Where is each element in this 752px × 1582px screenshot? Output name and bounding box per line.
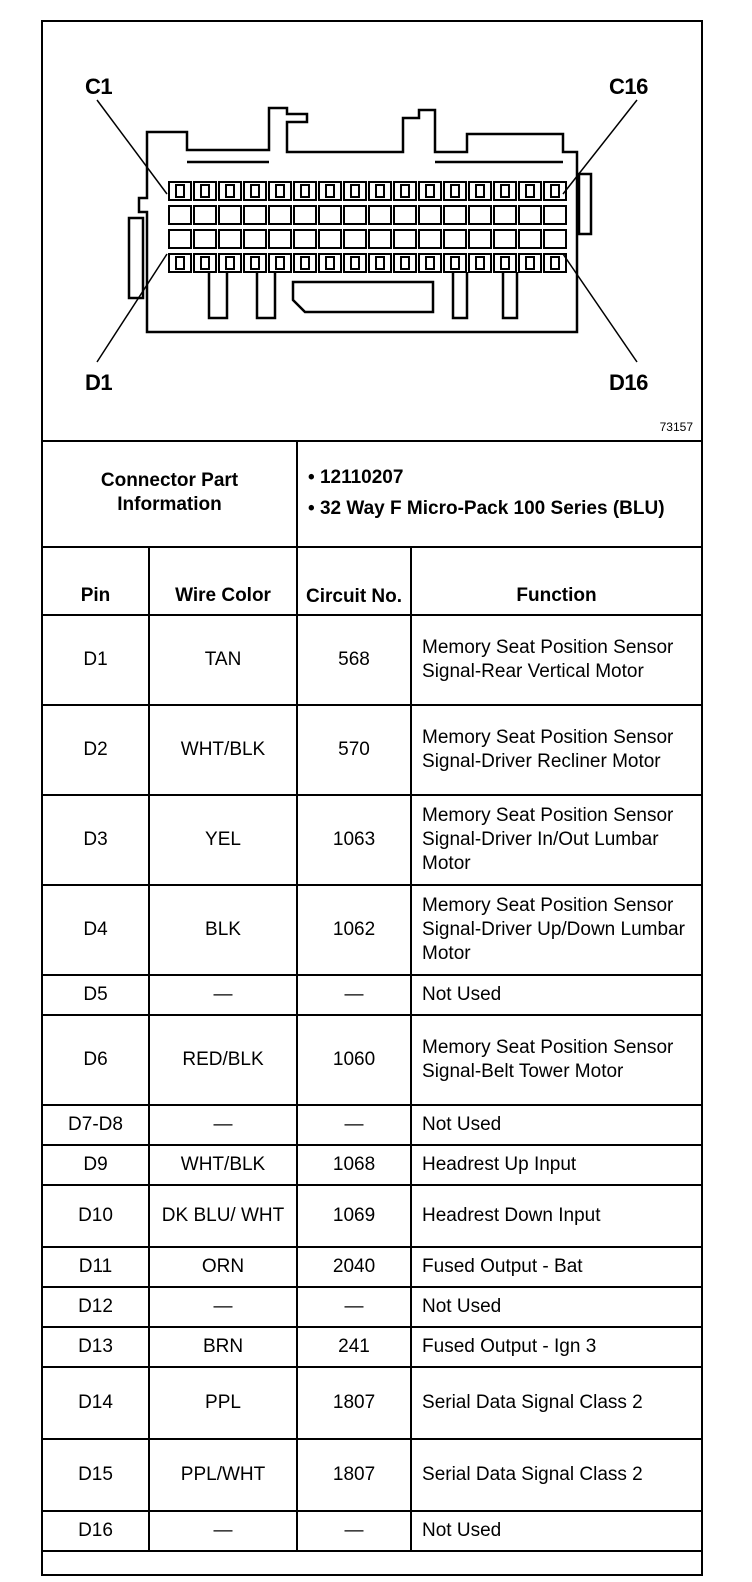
pin-cavity <box>419 206 441 224</box>
circuit-cell: 1063 <box>297 795 411 885</box>
pin-cavity <box>444 230 466 248</box>
pin-cavity <box>494 206 516 224</box>
pin-cell: D6 <box>43 1015 149 1105</box>
function-cell: Headrest Down Input <box>411 1185 701 1247</box>
function-cell: Memory Seat Position Sensor Signal-Driver In/Out Lumbar Motor <box>411 795 701 885</box>
pin-cavity <box>419 230 441 248</box>
pin-cell: D12 <box>43 1287 149 1327</box>
table-row <box>43 615 701 705</box>
function-cell: Fused Output - Ign 3 <box>411 1327 701 1367</box>
pin-terminal <box>551 185 559 197</box>
pin-terminal <box>401 257 409 269</box>
function-cell: Not Used <box>411 1287 701 1327</box>
circuit-cell: 241 <box>297 1327 411 1367</box>
pin-terminal <box>251 185 259 197</box>
circuit-cell: — <box>297 1511 411 1551</box>
pin-terminal <box>201 257 209 269</box>
pin-terminal <box>251 257 259 269</box>
circuit-cell: 1062 <box>297 885 411 975</box>
pin-cell: D2 <box>43 705 149 795</box>
pin-terminal <box>526 257 534 269</box>
wire-color-cell: — <box>149 1287 297 1327</box>
pin-terminal <box>501 257 509 269</box>
function-cell: Memory Seat Position Sensor Signal-Rear Vertical Motor <box>411 615 701 705</box>
pin-cell: D7-D8 <box>43 1105 149 1145</box>
pin-terminal <box>376 185 384 197</box>
label-d1: D1 <box>85 370 113 395</box>
table-row <box>43 1367 701 1439</box>
part-number: 12110207 <box>319 467 404 488</box>
connector-info-list <box>297 440 701 547</box>
connector-info-row <box>43 440 701 547</box>
connector-face-drawing <box>43 22 701 440</box>
connector-info-item-part-number: • 12110207 <box>308 467 404 488</box>
pin-cell: D9 <box>43 1145 149 1185</box>
function-cell: Serial Data Signal Class 2 <box>411 1439 701 1511</box>
wire-color-cell: — <box>149 1511 297 1551</box>
header-circuit-no: Circuit No. <box>297 547 411 615</box>
pin-cell: D10 <box>43 1185 149 1247</box>
pin-terminal <box>501 185 509 197</box>
pin-cell: D16 <box>43 1511 149 1551</box>
pin-terminal <box>226 257 234 269</box>
pin-cavity <box>469 206 491 224</box>
pin-cavity <box>169 206 191 224</box>
circuit-cell: 1069 <box>297 1185 411 1247</box>
table-row <box>43 1145 701 1185</box>
label-d16: D16 <box>609 370 648 395</box>
wire-color-cell: RED/BLK <box>149 1015 297 1105</box>
pin-terminal <box>451 185 459 197</box>
pin-cavity <box>394 230 416 248</box>
table-row <box>43 1287 701 1327</box>
wire-color-cell: YEL <box>149 795 297 885</box>
circuit-cell: — <box>297 1105 411 1145</box>
table-row <box>43 795 701 885</box>
wire-color-cell: BRN <box>149 1327 297 1367</box>
pin-cavity <box>294 230 316 248</box>
connector-sheet <box>41 20 703 1576</box>
pin-terminal <box>276 185 284 197</box>
connector-info-title: Connector Part Information <box>43 440 297 547</box>
pin-cell: D3 <box>43 795 149 885</box>
table-row <box>43 1327 701 1367</box>
pin-cavity <box>219 206 241 224</box>
pin-cavity <box>169 230 191 248</box>
circuit-cell: — <box>297 1287 411 1327</box>
pin-cell: D4 <box>43 885 149 975</box>
table-row <box>43 1247 701 1287</box>
connector-diagram <box>43 22 701 442</box>
pin-terminal <box>326 185 334 197</box>
table-row <box>43 1105 701 1145</box>
pin-terminal <box>476 185 484 197</box>
table-header-row <box>43 547 701 615</box>
circuit-cell: 1807 <box>297 1439 411 1511</box>
pin-cavity <box>319 230 341 248</box>
pin-cell: D15 <box>43 1439 149 1511</box>
pin-cavity <box>544 230 566 248</box>
table-row <box>43 705 701 795</box>
pin-terminal <box>326 257 334 269</box>
circuit-cell: 1060 <box>297 1015 411 1105</box>
header-function: Function <box>411 547 701 615</box>
pin-cavity <box>269 230 291 248</box>
pin-terminal <box>351 185 359 197</box>
pin-cavity <box>319 206 341 224</box>
function-cell: Memory Seat Position Sensor Signal-Driver Recliner Motor <box>411 705 701 795</box>
pin-cavity <box>294 206 316 224</box>
circuit-cell: 2040 <box>297 1247 411 1287</box>
wire-color-cell: WHT/BLK <box>149 1145 297 1185</box>
pin-terminal <box>426 257 434 269</box>
function-cell: Fused Output - Bat <box>411 1247 701 1287</box>
table-row <box>43 1185 701 1247</box>
circuit-cell: 1068 <box>297 1145 411 1185</box>
wire-color-cell: PPL <box>149 1367 297 1439</box>
pin-terminal <box>351 257 359 269</box>
table-row <box>43 1511 701 1551</box>
pin-cell: D14 <box>43 1367 149 1439</box>
function-cell: Serial Data Signal Class 2 <box>411 1367 701 1439</box>
header-pin: Pin <box>43 547 149 615</box>
table-row <box>43 975 701 1015</box>
table-row <box>43 885 701 975</box>
wire-color-cell: PPL/WHT <box>149 1439 297 1511</box>
pin-cavity <box>244 230 266 248</box>
pinout-table <box>43 440 701 1552</box>
pin-terminal <box>276 257 284 269</box>
table-row <box>43 1439 701 1511</box>
wire-color-cell: — <box>149 975 297 1015</box>
pin-cavity <box>444 206 466 224</box>
circuit-cell: 568 <box>297 615 411 705</box>
pin-terminal <box>176 185 184 197</box>
pin-terminal <box>551 257 559 269</box>
pin-terminal <box>201 185 209 197</box>
pin-terminal <box>301 257 309 269</box>
pin-terminal <box>376 257 384 269</box>
pin-terminal <box>426 185 434 197</box>
label-c1: C1 <box>85 74 113 99</box>
wire-color-cell: DK BLU/ WHT <box>149 1185 297 1247</box>
pin-terminal <box>526 185 534 197</box>
pin-cavity <box>344 230 366 248</box>
pin-terminal <box>176 257 184 269</box>
pin-cavity <box>494 230 516 248</box>
pin-terminal <box>301 185 309 197</box>
header-wire-color: Wire Color <box>149 547 297 615</box>
pin-cavity <box>369 206 391 224</box>
pin-cell: D11 <box>43 1247 149 1287</box>
pin-terminal <box>226 185 234 197</box>
circuit-cell: 570 <box>297 705 411 795</box>
pin-cavity <box>544 206 566 224</box>
function-cell: Not Used <box>411 1105 701 1145</box>
pin-terminal <box>401 185 409 197</box>
function-cell: Not Used <box>411 1511 701 1551</box>
label-c16: C16 <box>609 74 648 99</box>
pin-cavity <box>194 206 216 224</box>
wire-color-cell: TAN <box>149 615 297 705</box>
circuit-cell: — <box>297 975 411 1015</box>
figure-number: 73157 <box>659 420 693 434</box>
connector-info-item-type: • 32 Way F Micro-Pack 100 Series (BLU) <box>308 498 665 519</box>
pin-cavity <box>219 230 241 248</box>
pin-cavity <box>469 230 491 248</box>
pin-cell: D5 <box>43 975 149 1015</box>
connector-type: 32 Way F Micro-Pack 100 Series (BLU) <box>319 498 665 519</box>
pin-terminal <box>476 257 484 269</box>
circuit-cell: 1807 <box>297 1367 411 1439</box>
pin-cavity <box>344 206 366 224</box>
wire-color-cell: WHT/BLK <box>149 705 297 795</box>
function-cell: Headrest Up Input <box>411 1145 701 1185</box>
pin-cavity <box>394 206 416 224</box>
pin-cell: D1 <box>43 615 149 705</box>
function-cell: Memory Seat Position Sensor Signal-Belt Tower Motor <box>411 1015 701 1105</box>
pin-cavity <box>519 230 541 248</box>
pin-terminal <box>451 257 459 269</box>
pin-cavity <box>194 230 216 248</box>
pin-cavity <box>269 206 291 224</box>
wire-color-cell: ORN <box>149 1247 297 1287</box>
function-cell: Not Used <box>411 975 701 1015</box>
function-cell: Memory Seat Position Sensor Signal-Driver Up/Down Lumbar Motor <box>411 885 701 975</box>
wire-color-cell: — <box>149 1105 297 1145</box>
pin-cavity <box>369 230 391 248</box>
pin-cavity <box>244 206 266 224</box>
table-row <box>43 1015 701 1105</box>
wire-color-cell: BLK <box>149 885 297 975</box>
pin-cell: D13 <box>43 1327 149 1367</box>
pin-cavity <box>519 206 541 224</box>
